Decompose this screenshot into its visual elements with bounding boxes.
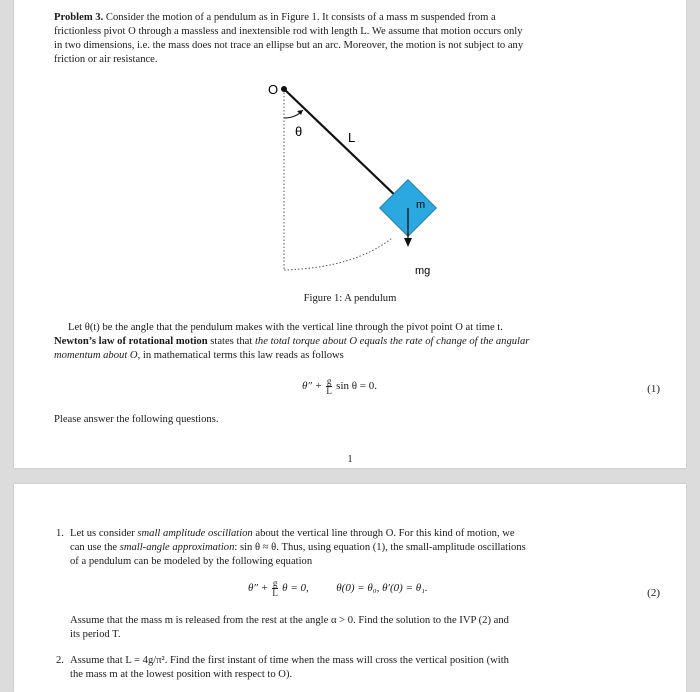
problem-intro xyxy=(54,11,650,67)
q1-line-4: Assume that the mass m is released from the rest at the angle α > 0. Find the solution to the IVP (2) and xyxy=(70,615,509,626)
question-2 xyxy=(56,654,650,682)
q1-line-3: of a pendulum can be modeled by the following equation xyxy=(70,556,313,567)
para-line-2-italic: the total torque about O equals the rate of change of the angular xyxy=(254,336,530,347)
eq2-frac-num: g xyxy=(272,578,278,588)
eq2-right: θ(0) = θ₀, θ′(0) = θ₁. xyxy=(336,582,428,595)
para-line-1: Let θ(t) be the angle that the pendulum makes with the vertical line through the pivot point O at time t. xyxy=(68,322,503,333)
eq2-left: θ″ + xyxy=(248,582,269,595)
label-theta: θ xyxy=(295,124,303,139)
document-page-2 xyxy=(14,484,686,692)
eq1-frac-den: L xyxy=(326,386,332,396)
eq1-frac-num: g xyxy=(326,376,332,386)
label-L: L xyxy=(348,130,356,145)
equation-2-number: (2) xyxy=(647,587,660,599)
eq1-left: θ″ + xyxy=(302,380,323,393)
pivot-point xyxy=(281,86,287,92)
eq1-fraction xyxy=(326,377,333,396)
para-line-2 xyxy=(54,335,650,349)
gravity-arrowhead-icon xyxy=(404,238,412,247)
please-answer: Please answer the following questions. xyxy=(54,414,219,425)
q2-line-2: the mass m at the lowest position with respect to O). xyxy=(70,669,293,680)
swing-arc xyxy=(284,238,392,270)
eq2-fraction xyxy=(272,579,279,598)
para-line-3-italic: momentum about O xyxy=(54,350,138,361)
intro-line-2: frictionless pivot O through a massless and inextensible rod with length L. We assume that motion occurs only xyxy=(54,26,523,37)
label-mg: mg xyxy=(415,265,431,277)
q1-line-2-italic: small-angle approximation xyxy=(119,542,235,553)
pendulum-rod xyxy=(284,89,400,200)
page-number: 1 xyxy=(347,454,353,465)
q1-line-1-a: Let us consider xyxy=(70,528,138,539)
newton-law-term: Newton’s law of rotational motion xyxy=(54,336,208,347)
q1-line-2-a: can use the xyxy=(70,542,120,553)
equation-1 xyxy=(302,377,377,396)
eq2-frac-den: L xyxy=(272,588,278,598)
para-line-2-text: states that xyxy=(207,336,255,347)
intro-line-4: friction or air resistance. xyxy=(54,54,158,65)
equation-2 xyxy=(248,579,428,598)
q1-line-1 xyxy=(70,527,650,541)
q2-number: 2. xyxy=(56,655,64,666)
question-1 xyxy=(56,527,650,569)
para-line-3 xyxy=(54,349,650,363)
label-m: m xyxy=(416,199,426,211)
intro-line-1: Problem 3. Consider the motion of a pendulum as in Figure 1. It consists of a mass m suspended from a xyxy=(54,12,496,23)
document-page-1 xyxy=(14,0,686,468)
eq2-mid: θ = 0, xyxy=(282,582,309,595)
figure-caption: Figure 1: A pendulum xyxy=(303,293,397,304)
pendulum-figure xyxy=(14,78,686,278)
label-O: O xyxy=(268,82,279,97)
problem-label: Problem 3. xyxy=(54,12,104,23)
intro-line-3: in two dimensions, i.e. the mass does not trace an ellipse but an arc. Moreover, the motion is not subject to any xyxy=(54,40,524,51)
q1-line-2-b: : sin θ ≈ θ. Thus, using equation (1), the small-amplitude oscillations xyxy=(234,542,526,553)
q1-number: 1. xyxy=(56,528,64,539)
q1-line-5: its period T. xyxy=(70,629,121,640)
q1-line-1-italic: small amplitude oscillation xyxy=(137,528,253,539)
equation-1-number: (1) xyxy=(647,383,660,395)
rotational-motion-paragraph xyxy=(54,321,650,363)
eq1-right: sin θ = 0. xyxy=(336,380,377,393)
q1-line-2 xyxy=(70,541,650,555)
q2-line-1: Assume that L = 4g/π². Find the first instant of time when the mass will cross the vertical position (with xyxy=(70,655,509,666)
question-1-task xyxy=(70,614,650,642)
para-line-3-text: , in mathematical terms this law reads as follows xyxy=(137,350,344,361)
q1-line-1-b: about the vertical line through O. For this kind of motion, we xyxy=(252,528,515,539)
